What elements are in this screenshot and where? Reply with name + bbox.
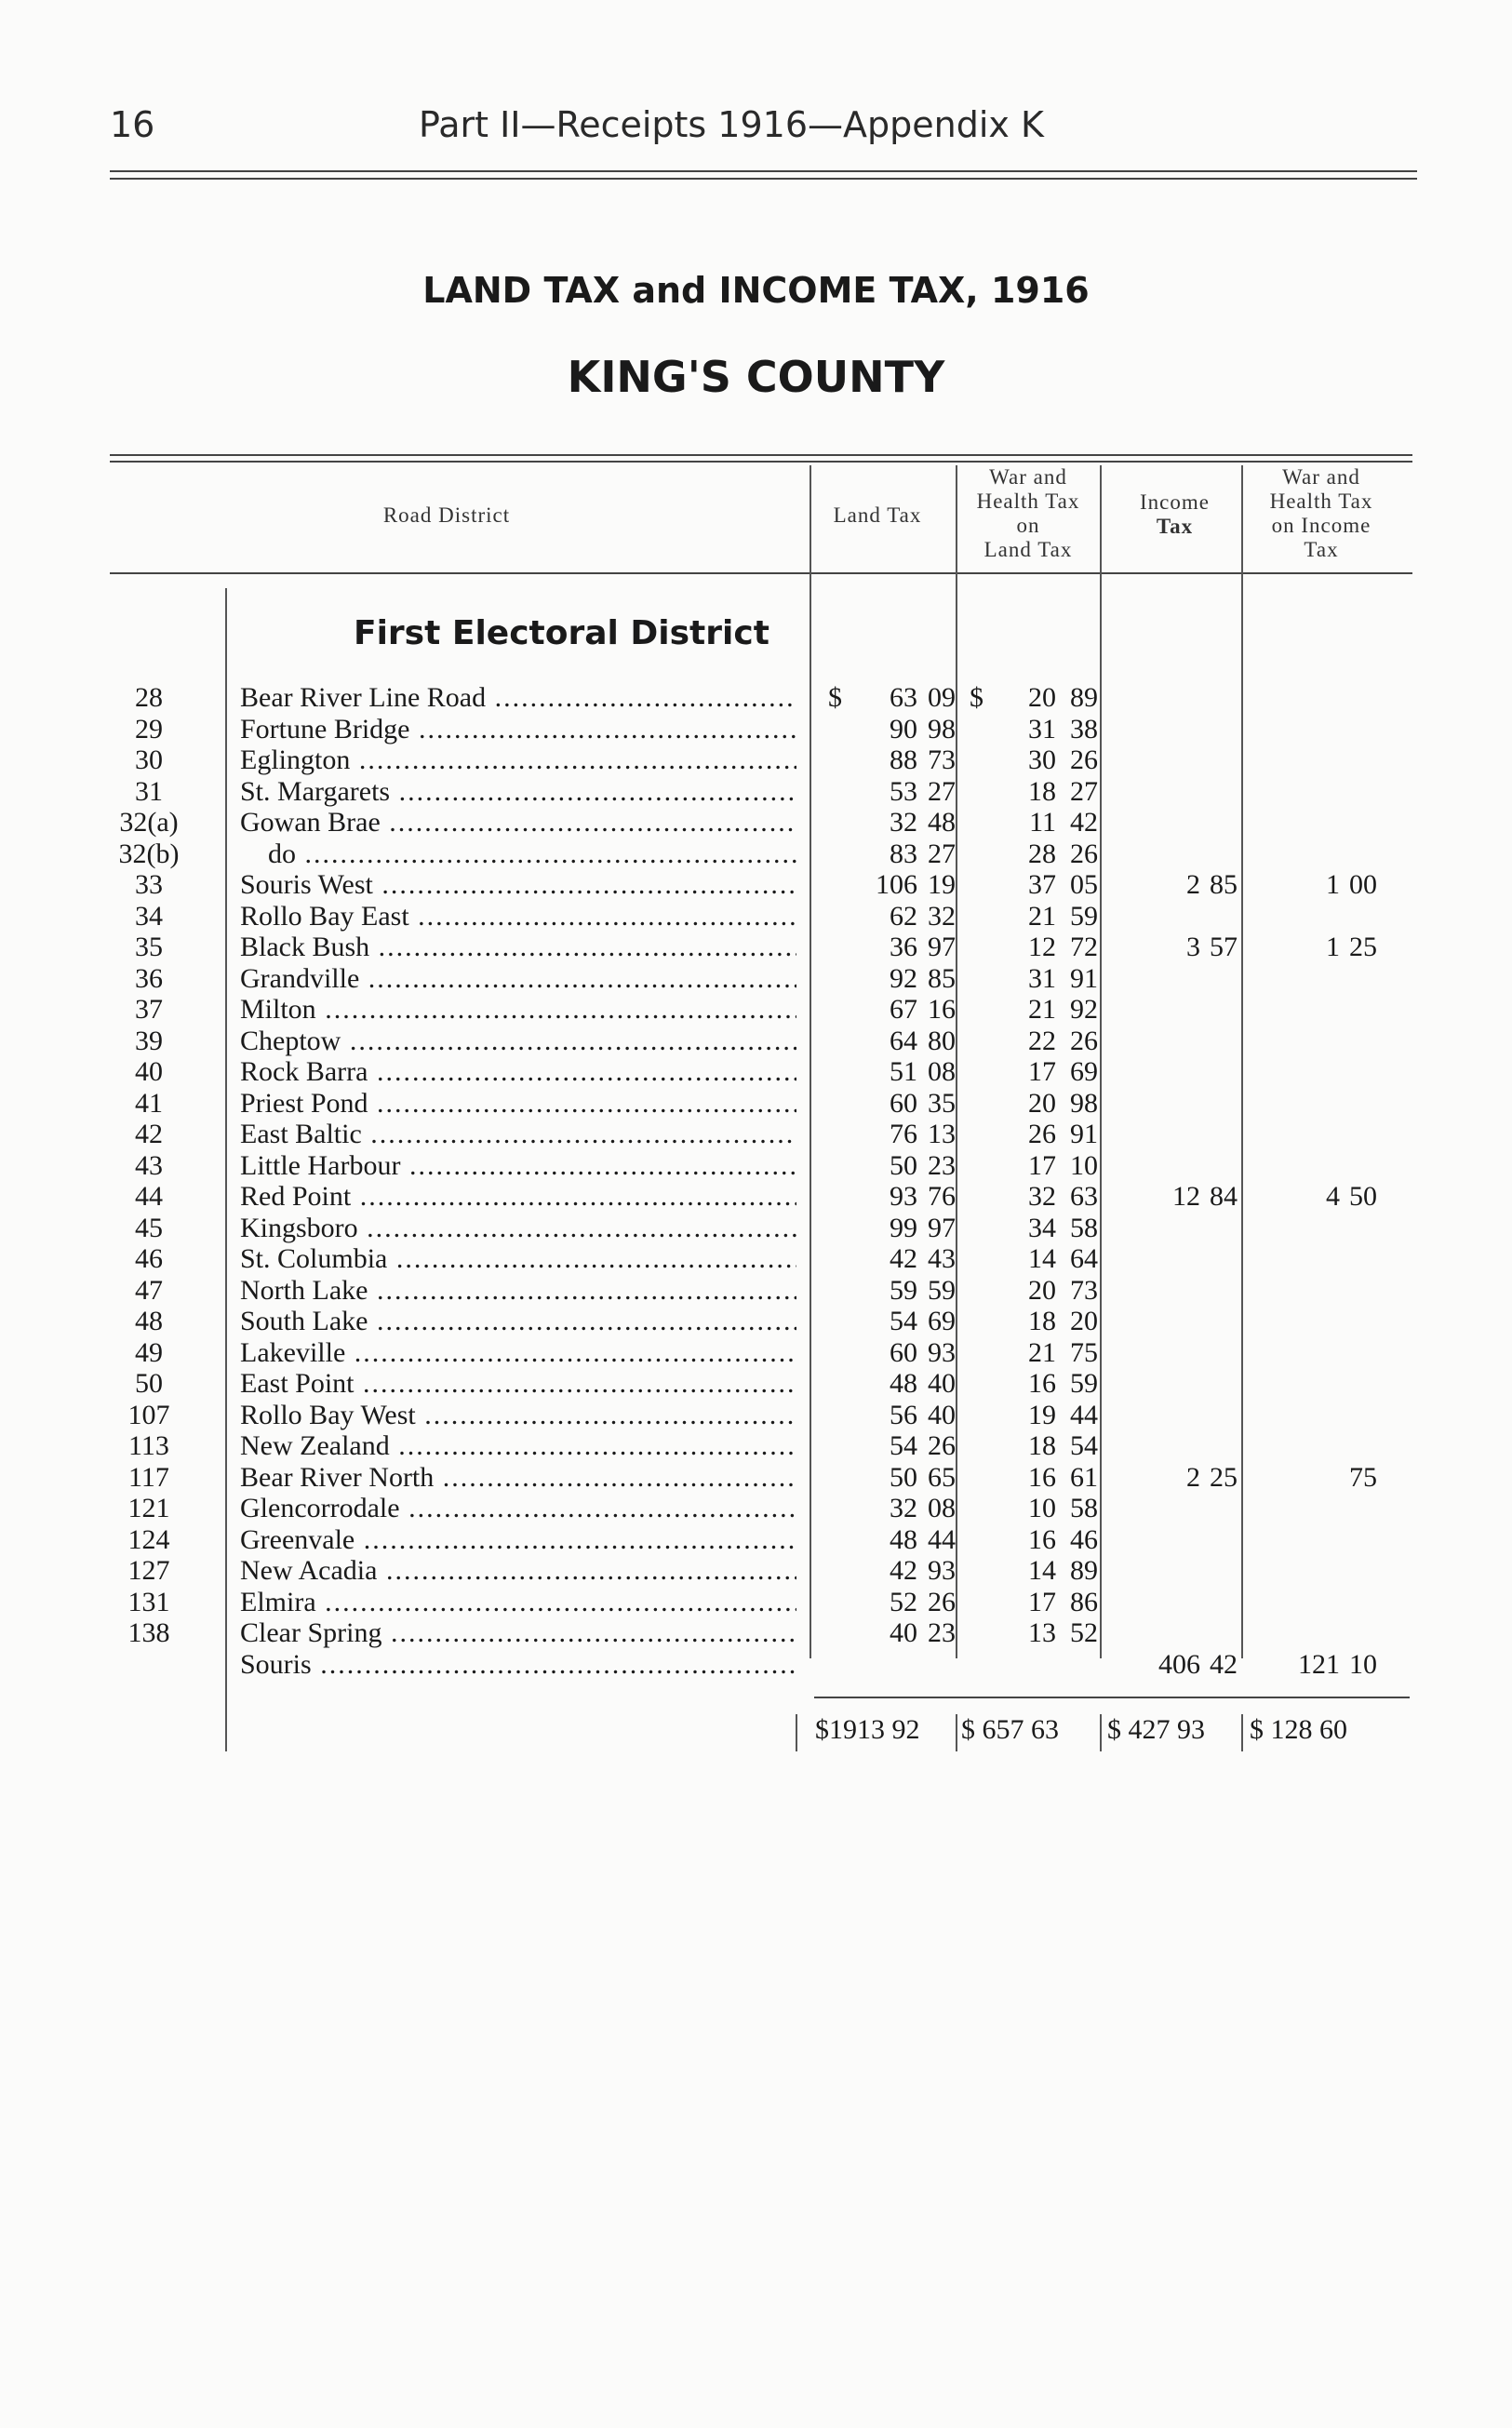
road-district-name: Fortune Bridge ..... — [240, 714, 796, 744]
land-tax-dollars: 59 — [890, 1274, 917, 1306]
col-divider-totals-2 — [956, 1714, 957, 1751]
war-health-land-cents: 20 — [1070, 1306, 1098, 1336]
war-health-land-cents: 52 — [1070, 1617, 1098, 1648]
road-district-name: Cheptow ..... — [240, 1026, 796, 1056]
land-tax-cents: 32 — [928, 900, 956, 932]
land-tax-dollars: 88 — [890, 744, 917, 775]
table-row — [0, 1430, 1512, 1462]
row-number: 42 — [135, 1119, 163, 1149]
war-health-land-dollars: 16 — [1028, 1523, 1056, 1555]
col-header-road-district — [307, 503, 586, 528]
war-health-income-cents: 75 — [1349, 1461, 1377, 1493]
road-district-name: Red Point ..... — [240, 1181, 796, 1212]
road-district-name: Little Harbour ..... — [240, 1150, 796, 1181]
war-health-land-dollars: 20 — [1028, 682, 1056, 713]
row-number: 138 — [127, 1617, 170, 1648]
war-health-land-dollars: 18 — [1028, 1306, 1056, 1336]
table-row — [0, 776, 1512, 808]
war-health-land-cents: 91 — [1070, 962, 1098, 994]
row-number: 45 — [135, 1212, 163, 1243]
land-tax-cents: 08 — [928, 1493, 956, 1523]
war-health-land-cents: 26 — [1070, 838, 1098, 869]
land-tax-dollars: 52 — [890, 1586, 917, 1617]
war-health-land-dollars: 16 — [1028, 1461, 1056, 1493]
land-tax-dollars: 56 — [890, 1399, 917, 1430]
land-tax-cents: 69 — [928, 1306, 956, 1336]
land-tax-cents: 40 — [928, 1399, 956, 1430]
land-tax-cents: 26 — [928, 1430, 956, 1461]
table-row — [0, 1587, 1512, 1618]
row-number: 50 — [135, 1368, 163, 1399]
table-row — [0, 994, 1512, 1026]
total-war-health-land: $ 657 63 — [961, 1714, 1059, 1745]
road-district-name: Bear River Line Road ..... — [240, 682, 796, 713]
road-district-name: Priest Pond ..... — [240, 1088, 796, 1119]
table-rule-top-1 — [110, 454, 1412, 456]
war-health-land-dollars: 17 — [1028, 1056, 1056, 1087]
road-district-name: St. Margarets ..... — [240, 776, 796, 807]
war-health-land-dollars: 31 — [1028, 713, 1056, 744]
table-row — [0, 901, 1512, 932]
section-heading: First Electoral District — [354, 614, 769, 652]
row-number: 40 — [135, 1056, 163, 1087]
table-row — [0, 838, 1512, 870]
road-district-name: Grandville ..... — [240, 963, 796, 994]
road-district-name: Rollo Bay West ..... — [240, 1400, 796, 1430]
table-row — [0, 1617, 1512, 1649]
total-war-health-income: $ 128 60 — [1250, 1714, 1347, 1745]
war-health-land-cents: 54 — [1070, 1430, 1098, 1461]
table-row — [0, 1306, 1512, 1337]
table-row — [0, 1368, 1512, 1400]
page-title: LAND TAX and INCOME TAX, 1916 — [422, 270, 1090, 311]
table-row — [0, 1181, 1512, 1213]
war-health-land-dollars: 19 — [1028, 1399, 1056, 1430]
war-health-land-cents: 05 — [1070, 869, 1098, 900]
row-number: 29 — [135, 713, 163, 744]
row-number: 32(b) — [118, 838, 180, 869]
row-number: 113 — [128, 1430, 169, 1461]
row-number: 33 — [135, 869, 163, 900]
col-header-war-health-land-line1: War and — [989, 465, 1067, 489]
war-health-land-cents: 44 — [1070, 1399, 1098, 1430]
county-title: KING'S COUNTY — [567, 352, 945, 402]
war-health-income-dollars: 4 — [1326, 1181, 1340, 1212]
war-health-land-cents: 86 — [1070, 1586, 1098, 1617]
row-number: 31 — [135, 775, 163, 807]
war-health-land-dollars: 37 — [1028, 869, 1056, 900]
road-district-name: Rollo Bay East ..... — [240, 901, 796, 932]
income-tax-cents: 42 — [1210, 1648, 1238, 1680]
war-health-land-cents: 42 — [1070, 807, 1098, 838]
land-tax-cents: 35 — [928, 1087, 956, 1119]
land-tax-dollars: 40 — [890, 1617, 917, 1648]
road-district-name: Souris West ..... — [240, 869, 796, 900]
war-health-land-dollars: 10 — [1028, 1493, 1056, 1523]
table-row — [0, 682, 1512, 714]
land-tax-dollars: 63 — [890, 682, 917, 713]
war-health-land-cents: 58 — [1070, 1212, 1098, 1243]
row-number: 28 — [135, 682, 163, 713]
table-row — [0, 1088, 1512, 1120]
road-district-name: East Baltic ..... — [240, 1119, 796, 1149]
road-district-name: Bear River North ..... — [240, 1462, 796, 1493]
row-number: 36 — [135, 962, 163, 994]
road-district-name: Rock Barra ..... — [240, 1056, 796, 1087]
table-row — [0, 1026, 1512, 1057]
col-header-road-district-label: Road District — [382, 503, 511, 527]
table-row — [0, 1243, 1512, 1275]
war-health-dollar-sign: $ — [970, 682, 983, 713]
land-tax-cents: 40 — [928, 1368, 956, 1399]
land-tax-dollars: 51 — [890, 1056, 917, 1087]
road-district-name: Eglington ..... — [240, 744, 796, 775]
col-divider-totals-4 — [1241, 1714, 1243, 1751]
income-tax-cents: 25 — [1210, 1461, 1238, 1493]
land-tax-cents: 65 — [928, 1461, 956, 1493]
war-health-land-dollars: 31 — [1028, 962, 1056, 994]
land-tax-dollars: 90 — [890, 713, 917, 744]
table-rule-top-2 — [110, 461, 1412, 463]
war-health-land-cents: 92 — [1070, 994, 1098, 1025]
war-health-land-cents: 69 — [1070, 1056, 1098, 1087]
land-tax-cents: 27 — [928, 775, 956, 807]
income-tax-dollars: 2 — [1186, 869, 1200, 900]
land-tax-dollars: 53 — [890, 775, 917, 807]
land-tax-dollars: 32 — [890, 807, 917, 838]
war-health-land-cents: 58 — [1070, 1493, 1098, 1523]
war-health-land-cents: 59 — [1070, 1368, 1098, 1399]
table-row — [0, 807, 1512, 838]
land-tax-dollars: 93 — [890, 1181, 917, 1212]
land-tax-dollars: 32 — [890, 1493, 917, 1523]
table-row — [0, 1119, 1512, 1150]
land-tax-cents: 43 — [928, 1243, 956, 1274]
road-district-name: Greenvale ..... — [240, 1524, 796, 1555]
land-tax-cents: 16 — [928, 994, 956, 1025]
row-number: 30 — [135, 744, 163, 775]
road-district-name: Black Bush ..... — [240, 932, 796, 962]
table-row — [0, 1337, 1512, 1369]
income-tax-dollars: 406 — [1158, 1648, 1200, 1680]
income-tax-dollars: 12 — [1172, 1181, 1200, 1212]
table-row — [0, 1213, 1512, 1244]
row-number: 44 — [135, 1181, 163, 1212]
war-health-land-cents: 64 — [1070, 1243, 1098, 1274]
land-tax-dollars: 67 — [890, 994, 917, 1025]
land-tax-cents: 93 — [928, 1555, 956, 1586]
war-health-income-cents: 50 — [1349, 1181, 1377, 1212]
land-tax-cents: 23 — [928, 1149, 956, 1181]
war-health-land-cents: 73 — [1070, 1274, 1098, 1306]
war-health-land-cents: 26 — [1070, 1025, 1098, 1056]
war-health-land-dollars: 12 — [1028, 932, 1056, 962]
income-tax-cents: 84 — [1210, 1181, 1238, 1212]
war-health-land-dollars: 21 — [1028, 900, 1056, 932]
land-tax-dollars: 48 — [890, 1368, 917, 1399]
war-health-land-dollars: 14 — [1028, 1243, 1056, 1274]
table-row — [0, 1056, 1512, 1088]
land-tax-cents: 26 — [928, 1586, 956, 1617]
war-health-land-dollars: 32 — [1028, 1181, 1056, 1212]
war-health-land-dollars: 28 — [1028, 838, 1056, 869]
land-tax-dollars: 48 — [890, 1523, 917, 1555]
road-district-name: East Point ..... — [240, 1368, 796, 1399]
war-health-land-dollars: 17 — [1028, 1149, 1056, 1181]
war-health-land-cents: 10 — [1070, 1149, 1098, 1181]
land-tax-cents: 93 — [928, 1336, 956, 1368]
table-row — [0, 1555, 1512, 1587]
road-district-name: Lakeville ..... — [240, 1337, 796, 1368]
land-tax-cents: 97 — [928, 1212, 956, 1243]
land-tax-dollars: 76 — [890, 1119, 917, 1149]
land-tax-dollar-sign: $ — [828, 682, 842, 713]
war-health-land-cents: 91 — [1070, 1119, 1098, 1149]
war-health-income-cents: 00 — [1349, 869, 1377, 900]
war-health-land-cents: 46 — [1070, 1523, 1098, 1555]
road-district-name: Elmira ..... — [240, 1587, 796, 1617]
total-land-tax: $1913 92 — [815, 1714, 920, 1745]
road-district-name: Clear Spring ..... — [240, 1617, 796, 1648]
land-tax-cents: 44 — [928, 1523, 956, 1555]
land-tax-cents: 73 — [928, 744, 956, 775]
col-header-income-tax-line2: Tax — [1156, 515, 1194, 538]
row-number: 107 — [127, 1399, 170, 1430]
road-district-name: North Lake ..... — [240, 1275, 796, 1306]
war-health-land-cents: 59 — [1070, 900, 1098, 932]
row-number: 43 — [135, 1149, 163, 1181]
land-tax-dollars: 106 — [876, 869, 917, 900]
war-health-land-dollars: 14 — [1028, 1555, 1056, 1586]
row-number: 35 — [135, 932, 163, 962]
land-tax-cents: 80 — [928, 1025, 956, 1056]
table-row — [0, 869, 1512, 901]
road-district-name: Glencorrodale ..... — [240, 1493, 796, 1523]
land-tax-cents: 48 — [928, 807, 956, 838]
land-tax-cents: 23 — [928, 1617, 956, 1648]
land-tax-dollars: 54 — [890, 1430, 917, 1461]
road-district-name: St. Columbia ..... — [240, 1243, 796, 1274]
war-health-land-cents: 27 — [1070, 775, 1098, 807]
col-header-income-tax-line1: Income — [1140, 490, 1210, 514]
col-header-war-health-income-line4: Tax — [1304, 538, 1339, 561]
income-tax-cents: 85 — [1210, 869, 1238, 900]
row-number: 34 — [135, 900, 163, 932]
war-health-land-dollars: 16 — [1028, 1368, 1056, 1399]
war-health-land-dollars: 20 — [1028, 1087, 1056, 1119]
land-tax-dollars: 42 — [890, 1555, 917, 1586]
land-tax-cents: 59 — [928, 1274, 956, 1306]
war-health-land-dollars: 18 — [1028, 1430, 1056, 1461]
war-health-land-cents: 72 — [1070, 932, 1098, 962]
table-row — [0, 1524, 1512, 1556]
road-district-name: do ..... — [240, 838, 796, 869]
col-header-war-health-income — [1247, 465, 1396, 562]
war-health-land-dollars: 20 — [1028, 1274, 1056, 1306]
road-district-name: New Zealand ..... — [240, 1430, 796, 1461]
row-number: 41 — [135, 1087, 163, 1119]
war-health-land-cents: 26 — [1070, 744, 1098, 775]
header-rule-bottom — [110, 178, 1417, 180]
table-row — [0, 1275, 1512, 1307]
war-health-land-dollars: 13 — [1028, 1617, 1056, 1648]
col-header-war-health-land-line2: Health Tax — [976, 490, 1080, 513]
land-tax-dollars: 64 — [890, 1025, 917, 1056]
row-number: 121 — [127, 1493, 170, 1523]
table-row — [0, 932, 1512, 963]
land-tax-dollars: 60 — [890, 1336, 917, 1368]
row-number: 131 — [127, 1586, 170, 1617]
land-tax-cents: 19 — [928, 869, 956, 900]
war-health-land-dollars: 17 — [1028, 1586, 1056, 1617]
col-header-war-health-income-line1: War and — [1282, 465, 1360, 489]
land-tax-dollars: 50 — [890, 1149, 917, 1181]
total-income-tax: $ 427 93 — [1107, 1714, 1205, 1745]
land-tax-dollars: 42 — [890, 1243, 917, 1274]
row-number: 32(a) — [119, 807, 179, 838]
road-district-name: Gowan Brae ..... — [240, 807, 796, 838]
road-district-name: New Acadia ..... — [240, 1555, 796, 1586]
row-number: 46 — [135, 1243, 163, 1274]
row-number: 39 — [135, 1025, 163, 1056]
land-tax-dollars: 99 — [890, 1212, 917, 1243]
page-number: 16 — [110, 104, 155, 145]
row-number: 48 — [135, 1306, 163, 1336]
land-tax-cents: 08 — [928, 1056, 956, 1087]
war-health-land-cents: 63 — [1070, 1181, 1098, 1212]
land-tax-dollars: 83 — [890, 838, 917, 869]
war-health-land-cents: 98 — [1070, 1087, 1098, 1119]
road-district-name: Souris ..... — [240, 1649, 796, 1680]
land-tax-dollars: 60 — [890, 1087, 917, 1119]
war-health-land-cents: 89 — [1070, 682, 1098, 713]
table-row — [0, 1649, 1512, 1681]
col-divider-totals-3 — [1100, 1714, 1102, 1751]
row-number: 49 — [135, 1336, 163, 1368]
road-district-name: Kingsboro ..... — [240, 1213, 796, 1243]
road-district-name: South Lake ..... — [240, 1306, 796, 1336]
war-health-income-cents: 10 — [1349, 1648, 1377, 1680]
col-header-war-health-land — [954, 465, 1103, 562]
row-number: 37 — [135, 994, 163, 1025]
war-health-land-dollars: 18 — [1028, 775, 1056, 807]
totals-rule — [814, 1697, 1410, 1698]
war-health-land-cents: 89 — [1070, 1555, 1098, 1586]
table-row — [0, 963, 1512, 995]
land-tax-cents: 27 — [928, 838, 956, 869]
income-tax-cents: 57 — [1210, 932, 1238, 962]
land-tax-cents: 97 — [928, 932, 956, 962]
land-tax-dollars: 92 — [890, 962, 917, 994]
col-header-land-tax — [808, 503, 947, 528]
col-header-income-tax — [1107, 490, 1242, 539]
land-tax-dollars: 36 — [890, 932, 917, 962]
row-number: 127 — [127, 1555, 170, 1586]
road-district-name: Milton ..... — [240, 994, 796, 1025]
land-tax-cents: 76 — [928, 1181, 956, 1212]
running-title: Part II—Receipts 1916—Appendix K — [419, 104, 1044, 145]
col-header-land-tax-label: Land Tax — [833, 503, 922, 527]
war-health-income-cents: 25 — [1349, 932, 1377, 962]
land-tax-cents: 98 — [928, 713, 956, 744]
table-row — [0, 1400, 1512, 1431]
land-tax-dollars: 50 — [890, 1461, 917, 1493]
war-health-income-dollars: 1 — [1326, 869, 1340, 900]
income-tax-dollars: 3 — [1186, 932, 1200, 962]
row-number: 117 — [128, 1461, 169, 1493]
war-health-land-dollars: 21 — [1028, 994, 1056, 1025]
land-tax-dollars: 62 — [890, 900, 917, 932]
war-health-income-dollars: 1 — [1326, 932, 1340, 962]
table-row — [0, 744, 1512, 776]
war-health-land-dollars: 22 — [1028, 1025, 1056, 1056]
table-row — [0, 1462, 1512, 1494]
table-row — [0, 1493, 1512, 1524]
war-health-income-dollars: 121 — [1298, 1648, 1340, 1680]
col-header-war-health-land-line4: Land Tax — [983, 538, 1073, 561]
table-row — [0, 1150, 1512, 1182]
header-row-rule — [110, 572, 1412, 574]
land-tax-cents: 09 — [928, 682, 956, 713]
col-header-war-health-income-line3: on Income — [1271, 514, 1372, 537]
row-number: 47 — [135, 1274, 163, 1306]
row-number: 124 — [127, 1523, 170, 1555]
land-tax-cents: 85 — [928, 962, 956, 994]
col-divider-totals-1 — [796, 1714, 797, 1751]
land-tax-cents: 13 — [928, 1119, 956, 1149]
war-health-land-cents: 38 — [1070, 713, 1098, 744]
col-header-war-health-land-line3: on — [1016, 514, 1040, 537]
war-health-land-cents: 61 — [1070, 1461, 1098, 1493]
war-health-land-dollars: 21 — [1028, 1336, 1056, 1368]
war-health-land-dollars: 30 — [1028, 744, 1056, 775]
land-tax-dollars: 54 — [890, 1306, 917, 1336]
war-health-land-dollars: 11 — [1029, 807, 1056, 838]
war-health-land-dollars: 26 — [1028, 1119, 1056, 1149]
war-health-land-cents: 75 — [1070, 1336, 1098, 1368]
col-header-war-health-income-line2: Health Tax — [1269, 490, 1373, 513]
header-rule-top — [110, 170, 1417, 172]
war-health-land-dollars: 34 — [1028, 1212, 1056, 1243]
table-row — [0, 714, 1512, 745]
income-tax-dollars: 2 — [1186, 1461, 1200, 1493]
